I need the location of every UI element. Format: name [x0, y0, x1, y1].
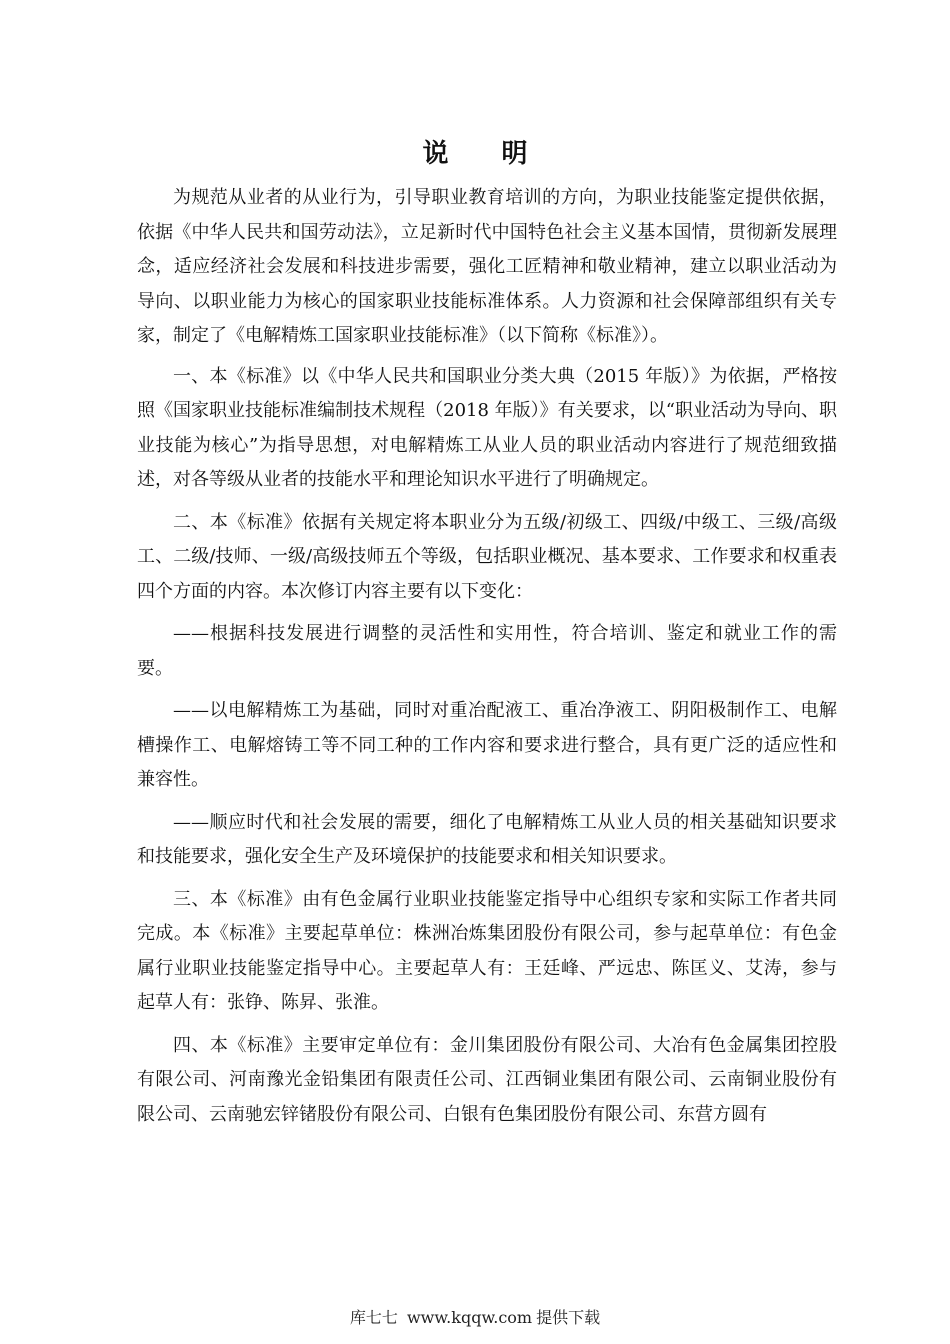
footer-suffix: 提供下载 [536, 1308, 601, 1327]
intro-paragraph: 为规范从业者的从业行为，引导职业教育培训的方向，为职业技能鉴定提供依据，依据《中华人民共和国劳动法》，立足新时代中国特色社会主义基本国情，贯彻新发展理念，适应经济社会发展和科技进步需要，强化工匠精神和敬业精神，建立以职业活动为导向、以职业能力为核心的国家职业技能标准体系。人力资源和社会保障部组织有关专家，制定了《电解精炼工国家职业技能标准》（以下简称《标准》）。 [137, 187, 837, 346]
paragraph-section-4: 四、本《标准》主要审定单位有：金川集团股份有限公司、大冶有色金属集团控股有限公司、河南豫光金铅集团有限责任公司、江西铜业集团有限公司、云南铜业股份有限公司、云南驰宏锌锗股份有限公司、白银有色集团股份有限公司、东营方圆有 [137, 1034, 837, 1125]
paragraph-change-2: ——以电解精炼工为基础，同时对重冶配液工、重冶净液工、阴阳极制作工、电解槽操作工、电解熔铸工等不同工种的工作内容和要求进行整合，具有更广泛的适应性和兼容性。 [137, 700, 837, 790]
footer-site-name: 库七七 [349, 1308, 398, 1327]
paragraph-section-3: 三、本《标准》由有色金属行业职业技能鉴定指导中心组织专家和实际工作者共同完成。本《标准》主要起草单位：株洲冶炼集团股份有限公司，参与起草单位：有色金属行业职业技能鉴定指导中心。主要起草人有：王廷峰、严远忠、陈匡义、艾涛，参与起草人有：张铮、陈昇、张淮。 [137, 888, 837, 1013]
paragraph-section-1: 一、本《标准》以《中华人民共和国职业分类大典（2015 年版）》为依据，严格按照《国家职业技能标准编制技术规程（2018 年版）》有关要求，以“职业活动为导向、职业技能为核心”为指导思想，对电解精炼工从业人员的职业活动内容进行了规范细致描述，对各等级从业者的技能水平和理论知识水平进行了明确规定。 [137, 365, 837, 490]
paragraph-change-3: ——顺应时代和社会发展的需要，细化了电解精炼工从业人员的相关基础知识要求和技能要求，强化安全生产及环境保护的技能要求和相关知识要求。 [137, 811, 837, 867]
document-body [137, 181, 837, 1140]
page-footer [0, 1306, 950, 1330]
paragraph-change-1: ——根据科技发展进行调整的灵活性和实用性，符合培训、鉴定和就业工作的需要。 [137, 623, 837, 679]
paragraph-section-2: 二、本《标准》依据有关规定将本职业分为五级/初级工、四级/中级工、三级/高级工、二级/技师、一级/高级技师五个等级，包括职业概况、基本要求、工作要求和权重表四个方面的内容。本次修订内容主要有以下变化： [137, 511, 837, 602]
page-title: 说 明 [422, 139, 550, 169]
footer-url-link[interactable]: www.kqqw.com [406, 1308, 533, 1327]
